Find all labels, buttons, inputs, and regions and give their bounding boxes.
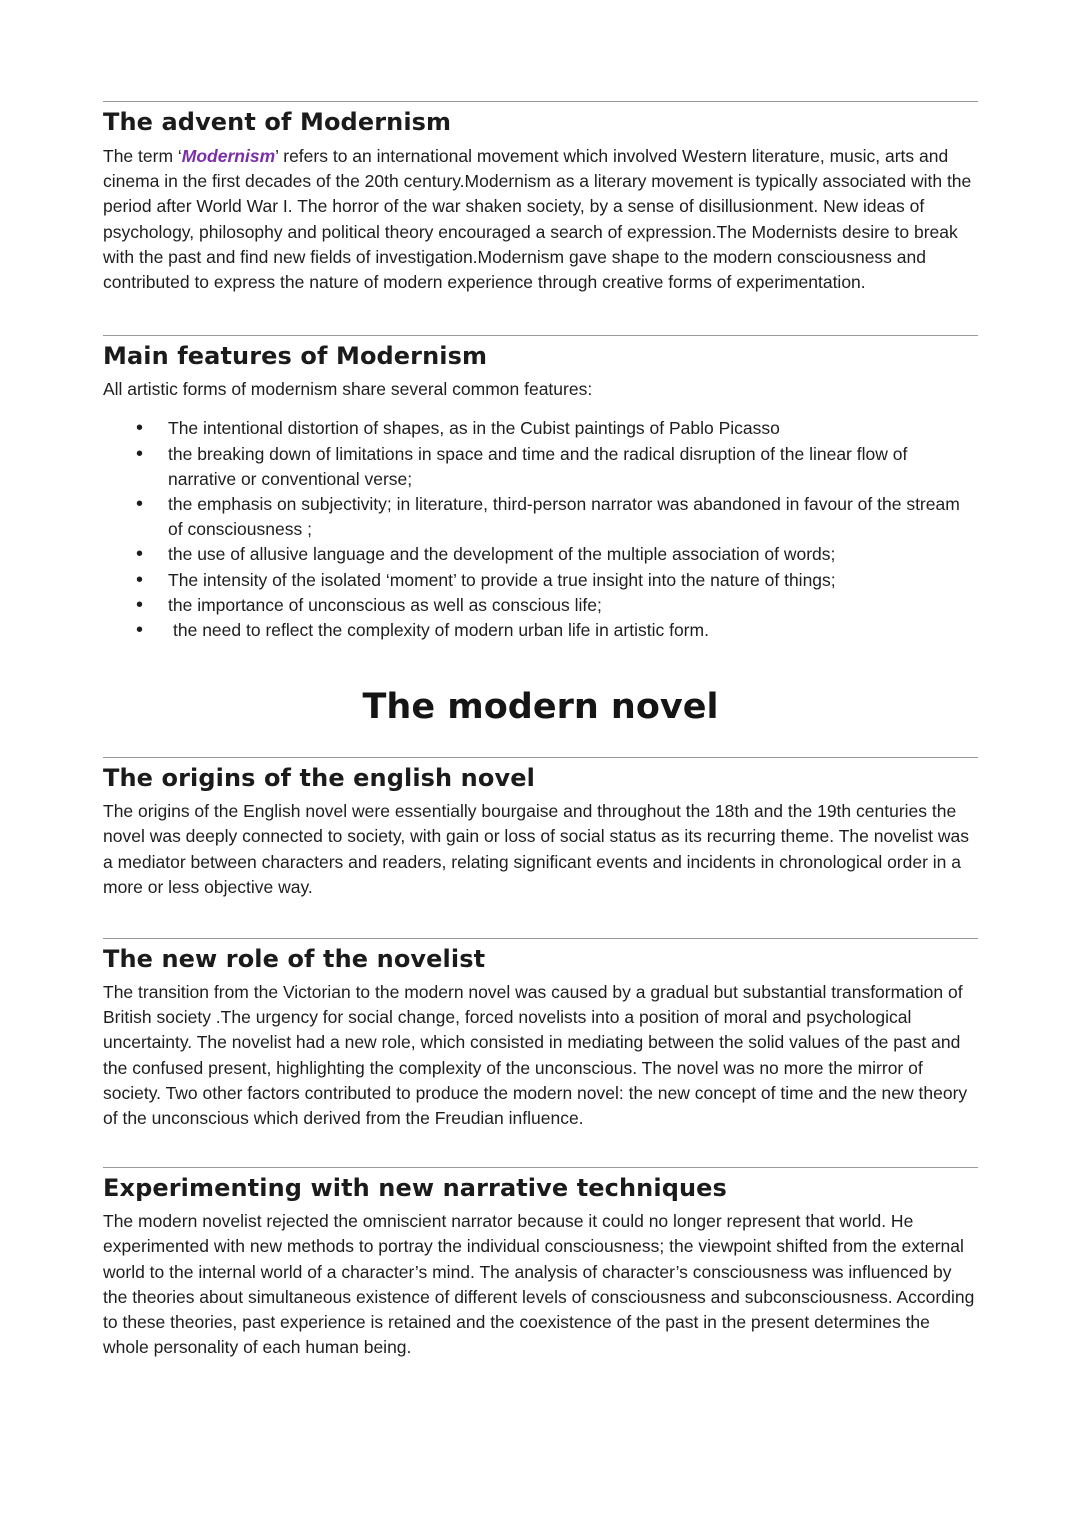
paragraph-new-role: The transition from the Victorian to the modern novel was caused by a gradual but substantial transformation of British society .The urgency for social change, forced novelists into a position of moral and psychological uncertainty. The novelist had a new role, which consisted in mediating between the solid values of the past and the confused present, highlighting the complexity of the unconscious. The novel was no more the mirror of society. Two other factors contributed to produce the modern novel: the new concept of time and the new theory of the unconscious which derived from the Freudian influence.	[103, 982, 968, 1129]
intro-prefix: The term ‘	[103, 146, 182, 166]
features-list	[103, 416, 978, 643]
list-item: • the use of allusive language and the development of the multiple association of words;	[103, 542, 978, 567]
heading-new-role-novelist: The new role of the novelist	[103, 945, 486, 974]
section-divider	[103, 938, 978, 939]
paragraph-advent	[103, 144, 978, 295]
intro-suffix: ’ refers to an international movement which involved Western literature, music, arts and cinema in the first decades of the 20th century.Modernism as a literary movement is typically associated with the period after World War I. The horror of the war shaken society, by a sense of disillusionment. New ideas of psychology, philosophy and political theory encouraged a search of expression.The Modernists desire to break with the past and find new fields of investigation.Modernism gave shape to the modern consciousness and contributed to express the nature of modern experience through creative forms of experimentation.	[103, 146, 972, 293]
heading-main-features: Main features of Modernism	[103, 342, 488, 371]
section-divider	[103, 1167, 978, 1168]
paragraph-origins: The origins of the English novel were essentially bourgaise and throughout the 18th and the 19th centuries the novel was deeply connected to society, with gain or loss of social status as its recurring theme. The novelist was a mediator between characters and readers, relating significant events and incidents in chronological order in a more or less objective way.	[103, 801, 970, 897]
page-title: The modern novel	[362, 687, 719, 728]
list-item: • The intensity of the isolated ‘moment’ to provide a true insight into the nature of things;	[103, 568, 978, 593]
list-item: • the breaking down of limitations in space and time and the radical disruption of the linear flow of narrative or conventional verse;	[103, 442, 978, 492]
document-page	[103, 101, 978, 1361]
section-divider	[103, 335, 978, 336]
list-item: • the need to reflect the complexity of modern urban life in artistic form.	[103, 618, 978, 643]
heading-advent-of-modernism: The advent of Modernism	[103, 108, 452, 136]
list-item: • the importance of unconscious as well as conscious life;	[103, 593, 978, 618]
heading-narrative-techniques: Experimenting with new narrative techniques	[103, 1174, 727, 1203]
list-item: • the emphasis on subjectivity; in literature, third-person narrator was abandoned in favour of the stream of consciousness ;	[103, 492, 978, 542]
heading-origins-english-novel: The origins of the english novel	[103, 764, 535, 793]
section-divider	[103, 101, 978, 102]
list-item: • The intentional distortion of shapes, as in the Cubist paintings of Pablo Picasso	[103, 416, 978, 441]
paragraph-narrative-techniques: The modern novelist rejected the omniscient narrator because it could no longer represent that world. He experimented with new methods to portray the individual consciousness; the viewpoint shifted from the external world to the internal world of a character’s mind. The analysis of character’s consciousness was influenced by the theories about simultaneous existence of different levels of consciousness and subconsciousness. According to these theories, past experience is retained and the coexistence of the past in the present determines the whole personality of each human being.	[103, 1211, 975, 1358]
section-divider	[103, 757, 978, 758]
paragraph-features-intro: All artistic forms of modernism share several common features:	[103, 379, 593, 400]
term-modernism: Modernism	[181, 146, 276, 166]
